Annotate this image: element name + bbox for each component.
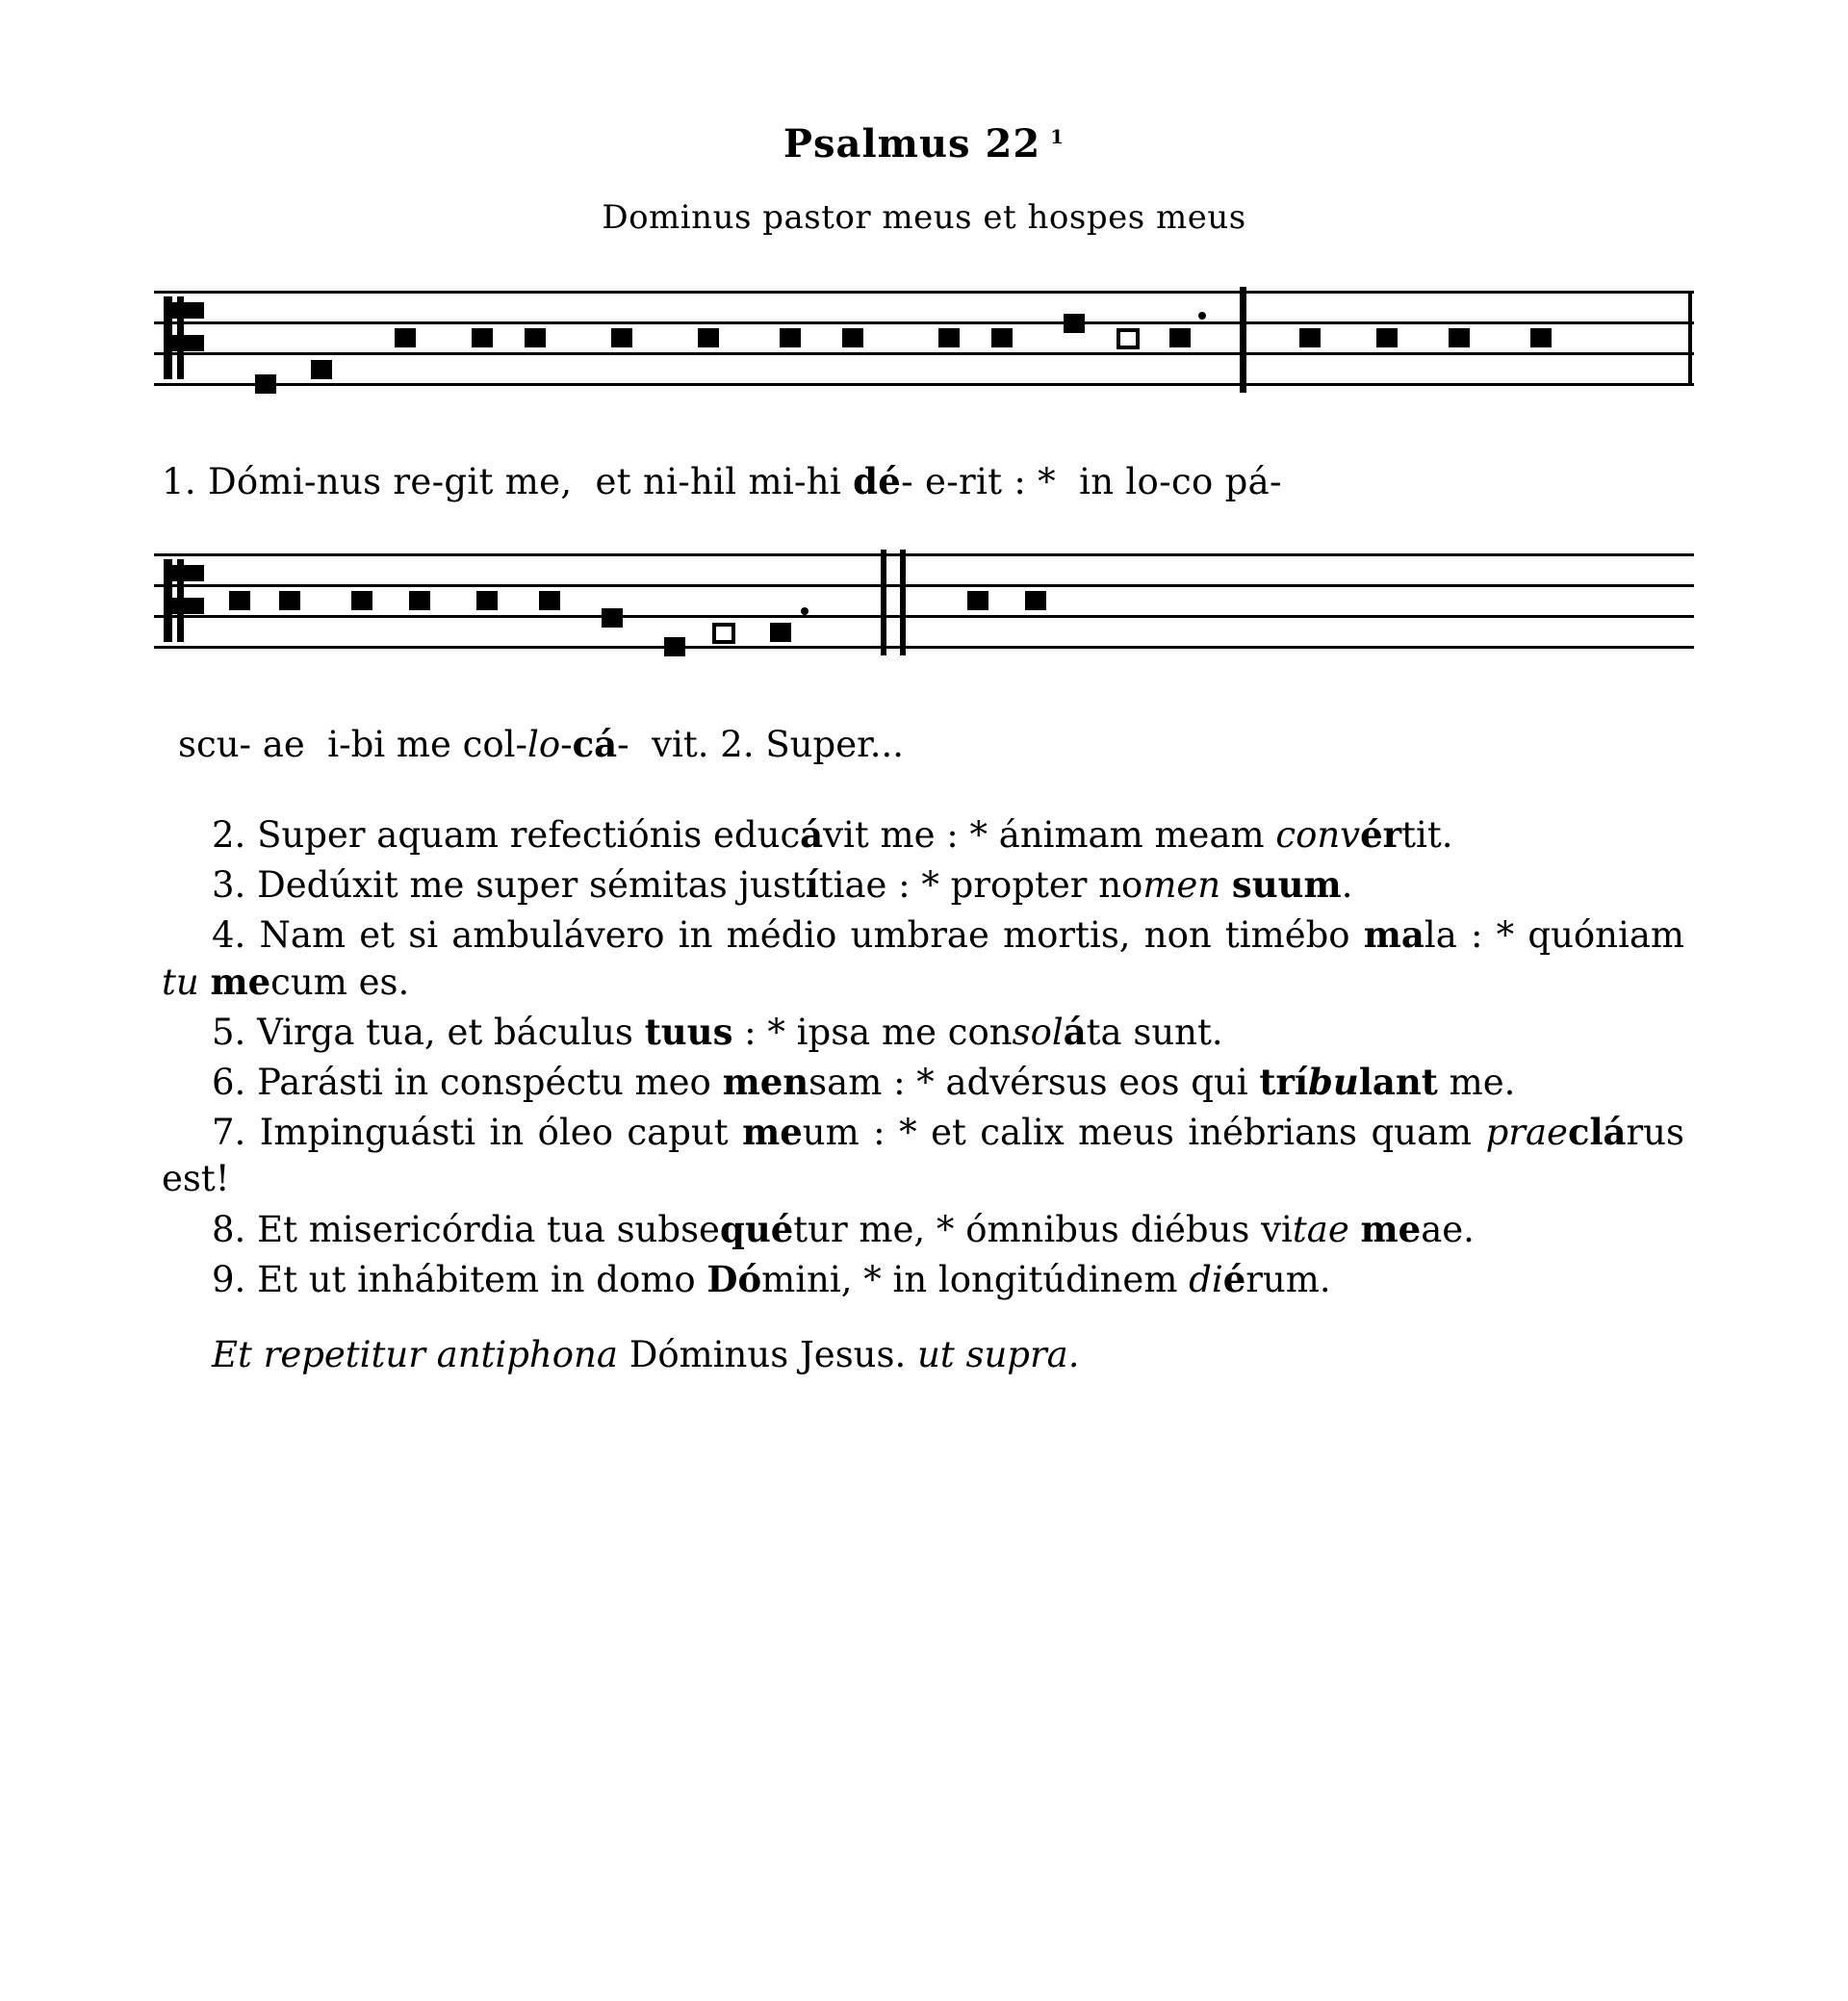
- page-title-text: Psalmus 22: [783, 121, 1041, 167]
- neume-note-accent: [1064, 314, 1085, 333]
- verse-item: 4. Nam et si ambulávero in médio umbrae mortis, non timébo mala : * quóniam tu mecum es.: [162, 912, 1684, 1004]
- neume-note: [780, 328, 801, 347]
- chant-line-2-text: scu- ae i-bi me col-lo-cá- vit. 2. Super...: [178, 723, 905, 766]
- neume-note: [255, 374, 276, 394]
- stave-line: [154, 553, 1694, 556]
- stave-line: [154, 321, 1694, 324]
- psalm-page: [0, 121, 1848, 2001]
- verse-item: 3. Dedúxit me super sémitas justítiae : * propter nomen suum.: [212, 862, 1353, 906]
- neume-dot: [1198, 312, 1206, 320]
- page-subtitle: Dominus pastor meus et hospes meus: [602, 198, 1246, 237]
- neume-note: [472, 328, 493, 347]
- stave-line: [154, 291, 1694, 294]
- neume-note: [351, 591, 372, 610]
- neume-note: [1169, 328, 1191, 347]
- neume-note: [525, 328, 546, 347]
- stave-line: [154, 646, 1694, 649]
- bar-line: [1240, 287, 1246, 393]
- c-clef-icon: [164, 296, 206, 379]
- neume-note: [395, 328, 416, 347]
- neume-note: [476, 591, 498, 610]
- chant-stave-1-wrapper: [154, 283, 1694, 418]
- neume-note: [664, 637, 685, 656]
- verse-item: 2. Super aquam refectiónis educávit me : * ánimam meam convértit.: [212, 812, 1453, 856]
- verse-item: 6. Parásti in conspéctu meo mensam : * advérsus eos qui tríbulant me.: [212, 1061, 1516, 1104]
- neume-note: [611, 328, 632, 347]
- neume-note: [279, 591, 300, 610]
- neume-note: [1025, 591, 1046, 610]
- neume-note: [698, 328, 719, 347]
- chant-stave-2-wrapper: [154, 546, 1694, 680]
- stave-line: [154, 383, 1694, 386]
- neume-note: [1530, 328, 1552, 347]
- neume-note-hollow: [712, 623, 735, 644]
- stave-end-bar: [1688, 291, 1692, 386]
- neume-note: [967, 591, 988, 610]
- neume-note: [602, 608, 623, 628]
- neume-note: [1299, 328, 1321, 347]
- stave-line: [154, 584, 1694, 587]
- page-title: [0, 121, 1848, 167]
- closing-rubric: Et repetitur antiphona Dóminus Jesus. ut supra.: [212, 1333, 1080, 1375]
- neume-note: [539, 591, 560, 610]
- chant-line-1-text: 1. Dómi-nus re-git me, et ni-hil mi-hi dé- e-rit : * in lo-co pá-: [162, 460, 1282, 502]
- neume-note: [770, 623, 791, 642]
- stave-line: [154, 615, 1694, 618]
- chant-stave-2: [154, 546, 1694, 680]
- neume-note: [991, 328, 1013, 347]
- neume-note: [1376, 328, 1398, 347]
- neume-note-hollow: [1116, 328, 1140, 349]
- chant-stave-1: [154, 283, 1694, 418]
- page-title-footnote-marker: 1: [1050, 124, 1065, 148]
- stave-line: [154, 352, 1694, 355]
- verse-list: [162, 811, 1684, 1378]
- verse-item: 7. Impinguásti in óleo caput meum : * et calix meus inébrians quam praeclárus est!: [162, 1111, 1685, 1200]
- neume-note: [229, 591, 250, 610]
- neume-dot: [801, 607, 808, 615]
- c-clef-icon: [164, 559, 206, 642]
- neume-note: [1449, 328, 1470, 347]
- verse-item: 9. Et ut inhábitem in domo Dómini, * in longitúdinem diérum.: [212, 1257, 1331, 1300]
- verse-item: 5. Virga tua, et báculus tuus : * ipsa me consoláta sunt.: [212, 1011, 1223, 1054]
- neume-note: [311, 360, 332, 379]
- neume-note: [842, 328, 863, 347]
- verse-item: 8. Et misericórdia tua subsequétur me, * ómnibus diébus vitae meae.: [212, 1207, 1475, 1250]
- neume-note: [409, 591, 430, 610]
- neume-note: [938, 328, 960, 347]
